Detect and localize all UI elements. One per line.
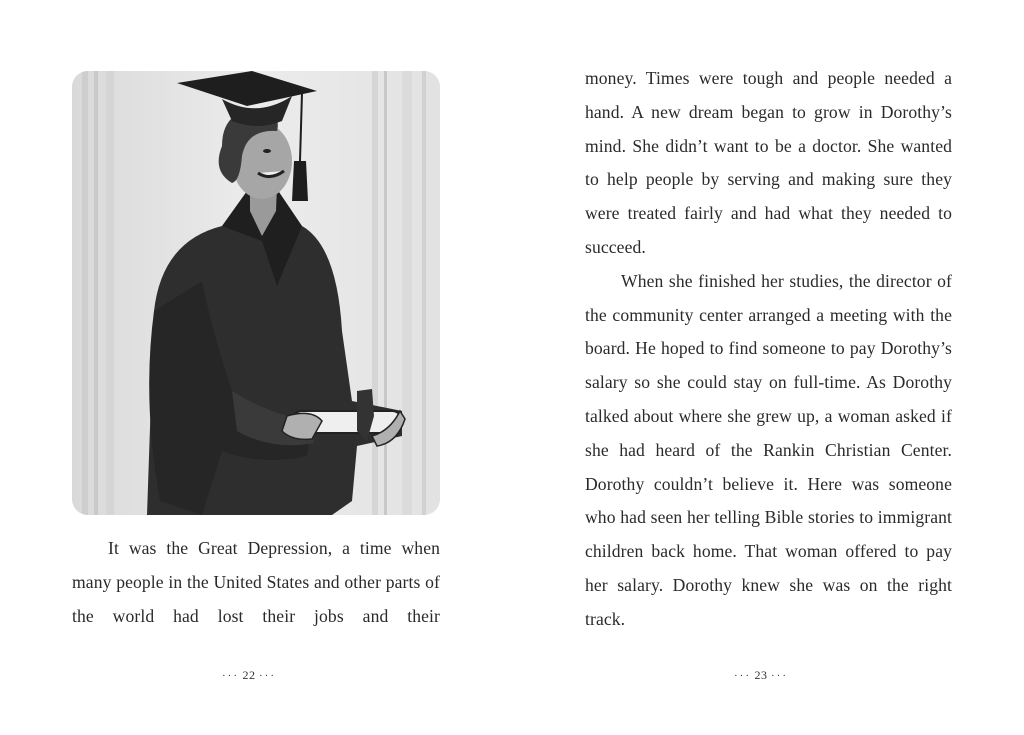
left-page-text — [72, 532, 440, 633]
folio-ornament: ··· — [259, 670, 276, 682]
page-number: 23 — [754, 668, 768, 682]
page-number-23 — [734, 668, 788, 683]
paragraph: It was the Great Depression, a time when many people in the United States and other parts of the world had lost their jobs and their — [72, 538, 440, 626]
paragraph: When she finished her studies, the director of the community center arranged a meeting with the board. He hoped to find someone to pay Dorothy’s salary so she could stay on full-time. As Dorothy talked about where she grew up, a woman asked if she had heard of the Rankin Christian Center. Dorothy couldn’t believe it. Here was someone who had seen her telling Bible stories to immigrant children back home. That woman offered to pay her salary. Dorothy knew she was on the right track. — [585, 270, 952, 629]
folio-ornament: ··· — [222, 670, 239, 682]
page-number-22 — [222, 668, 276, 683]
graduate-illustration — [72, 71, 440, 515]
paragraph: money. Times were tough and people needed a hand. A new dream began to grow in Dorothy’s mind. She didn’t want to be a doctor. She wanted to help people by serving and making sure they were treated fairly and had what they needed to succeed. — [585, 68, 952, 257]
right-page-text — [585, 62, 952, 637]
folio-ornament: ··· — [734, 670, 751, 682]
right-page — [512, 0, 1024, 735]
graduate-illustration-icon — [72, 71, 440, 515]
page-number: 22 — [242, 668, 256, 682]
folio-ornament: ··· — [771, 670, 788, 682]
